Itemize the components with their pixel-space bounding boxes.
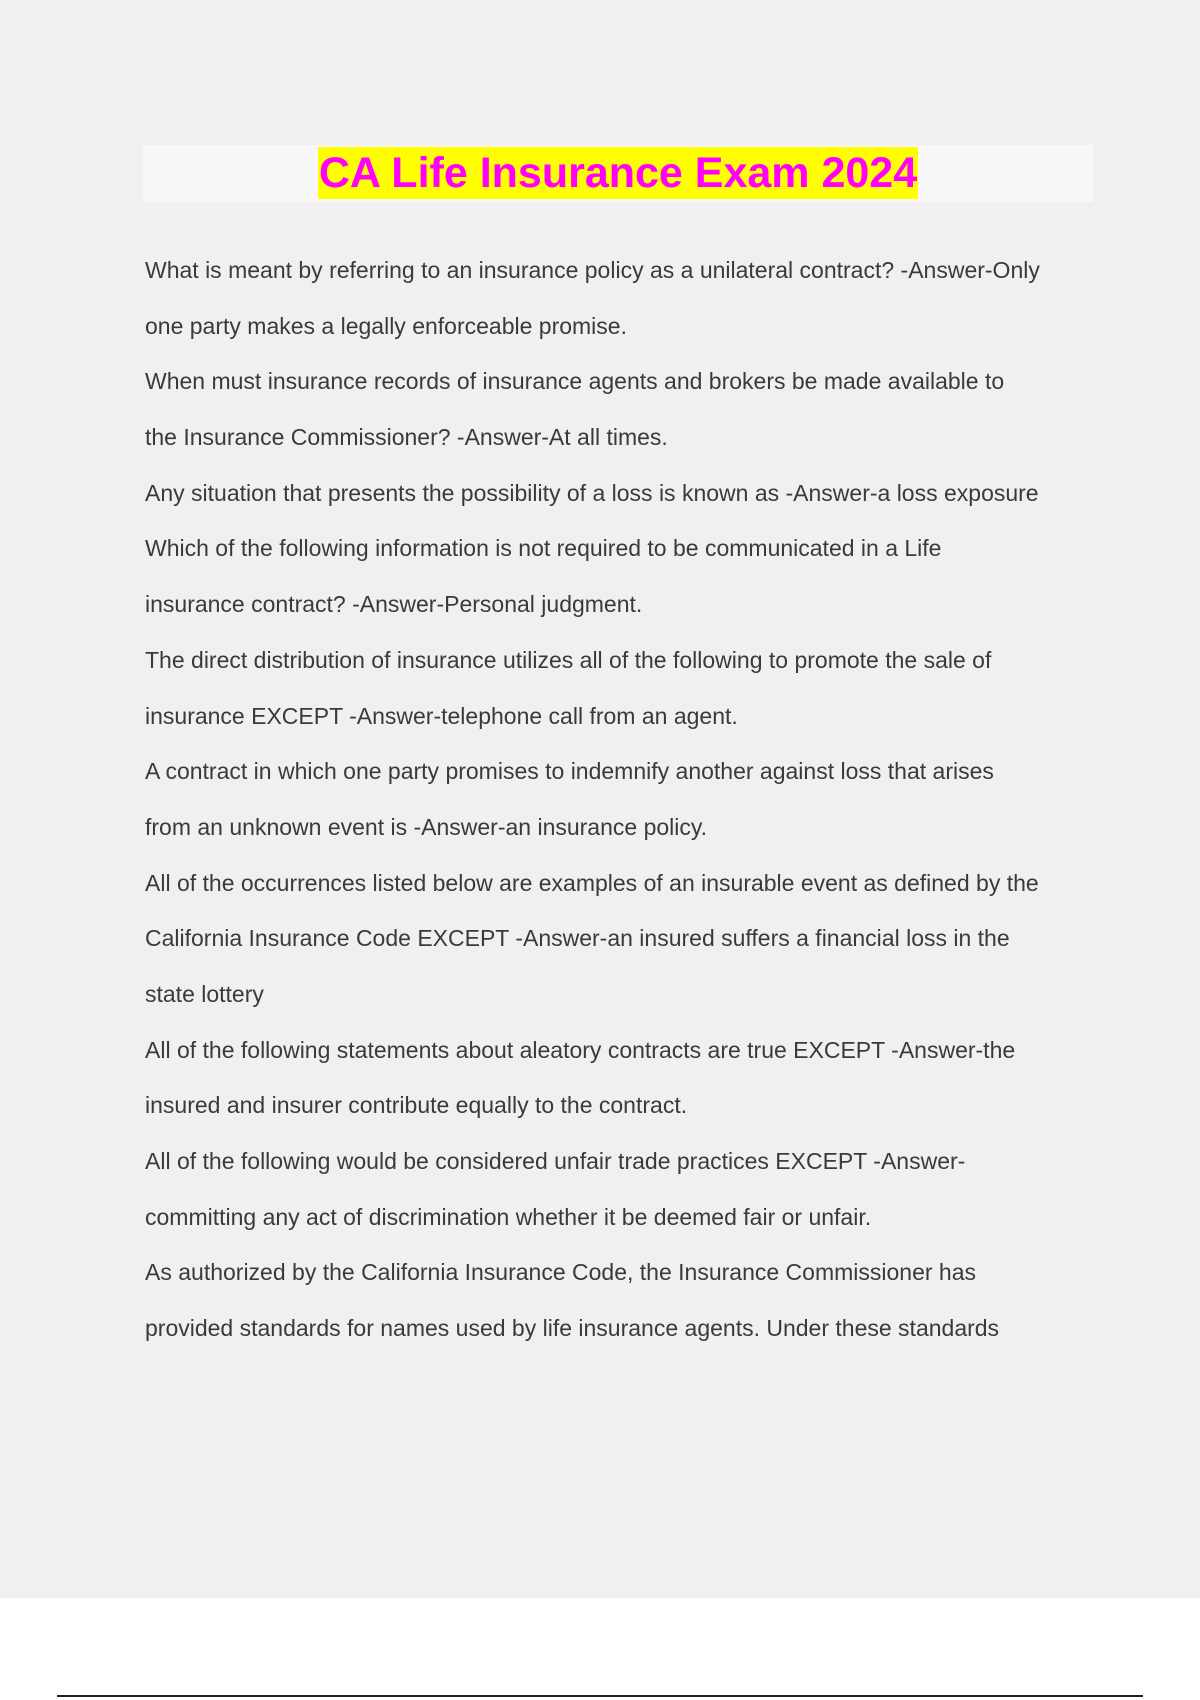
text-line: Which of the following information is not required to be communicated in a Life xyxy=(145,535,942,562)
text-line: Any situation that presents the possibility of a loss is known as -Answer-a loss exposure xyxy=(145,479,1039,506)
title-band xyxy=(143,145,1093,202)
text-line: All of the occurrences listed below are examples of an insurable event as defined by the xyxy=(145,869,1039,896)
text-line: As authorized by the California Insurance Code, the Insurance Commissioner has xyxy=(145,1259,976,1286)
text-line: state lottery xyxy=(145,980,264,1007)
text-line: The direct distribution of insurance utilizes all of the following to promote the sale of xyxy=(145,646,992,673)
text-line: All of the following would be considered unfair trade practices EXCEPT -Answer- xyxy=(145,1148,966,1174)
text-line: What is meant by referring to an insurance policy as a unilateral contract? -Answer-Only xyxy=(145,257,1040,283)
document-title: CA Life Insurance Exam 2024 xyxy=(318,149,918,197)
text-line: insured and insurer contribute equally to the contract. xyxy=(145,1092,688,1119)
text-line: All of the following statements about aleatory contracts are true EXCEPT -Answer-the xyxy=(145,1036,1016,1063)
text-line: provided standards for names used by life insurance agents. Under these standards xyxy=(145,1315,1000,1342)
text-line: the Insurance Commissioner? -Answer-At all times. xyxy=(145,424,668,451)
text-line: insurance EXCEPT -Answer-telephone call from an agent. xyxy=(145,702,738,729)
text-line: California Insurance Code EXCEPT -Answer-an insured suffers a financial loss in the xyxy=(145,925,1010,952)
footer-divider xyxy=(57,1695,1143,1697)
text-line: When must insurance records of insurance agents and brokers be made available to xyxy=(145,368,1005,395)
text-line: insurance contract? -Answer-Personal judgment. xyxy=(145,591,643,618)
text-line: A contract in which one party promises to indemnify another against loss that arises xyxy=(145,758,994,785)
text-line: one party makes a legally enforceable promise. xyxy=(145,312,627,339)
text-line: committing any act of discrimination whether it be deemed fair or unfair. xyxy=(145,1203,872,1230)
qa-list xyxy=(145,243,1105,1357)
text-line: from an unknown event is -Answer-an insurance policy. xyxy=(145,813,708,840)
